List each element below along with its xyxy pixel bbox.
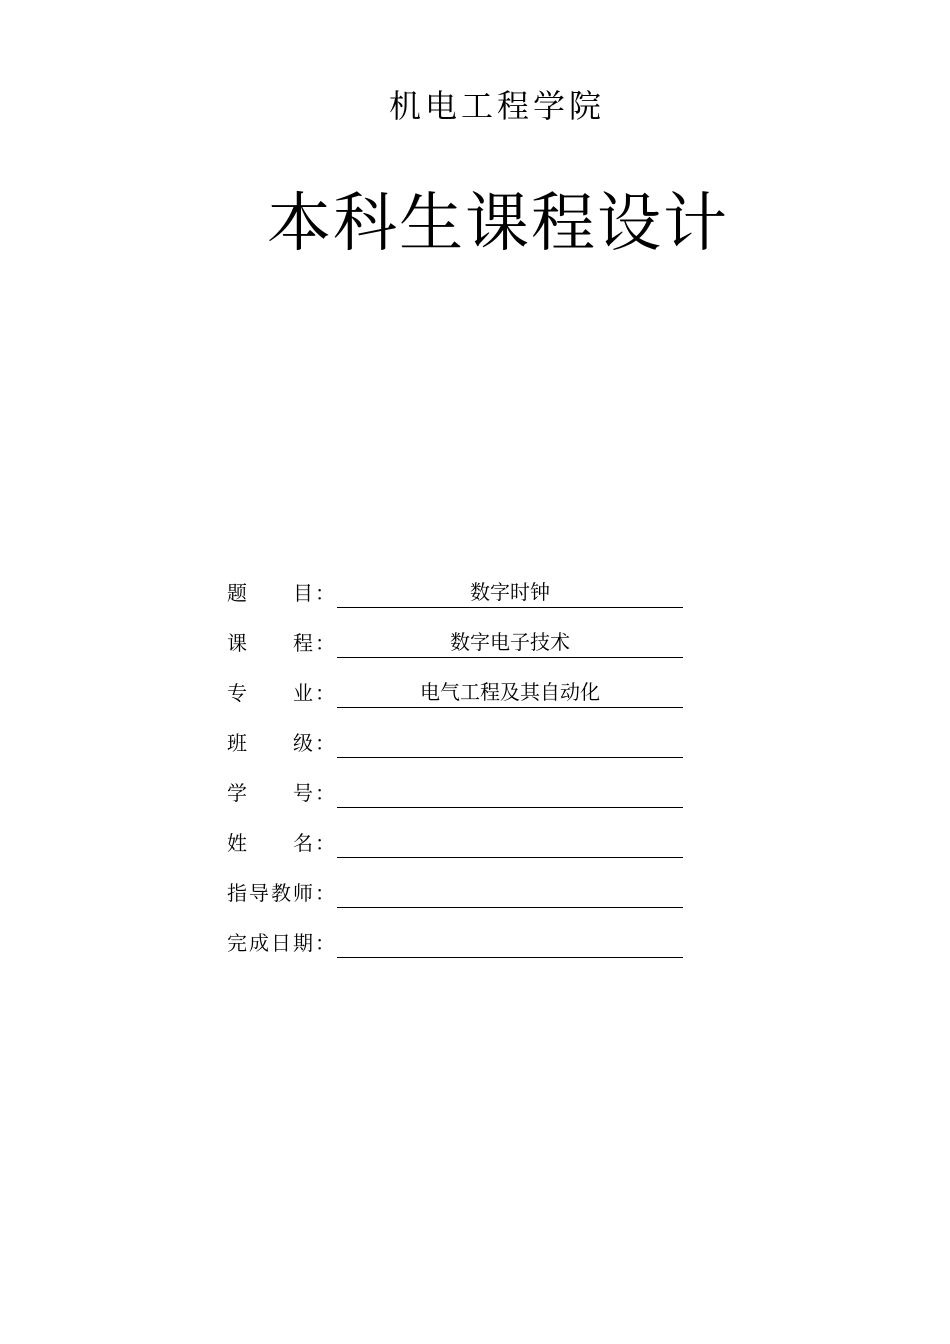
form-row-advisor bbox=[227, 875, 687, 925]
topic-field[interactable]: 数字时钟 bbox=[337, 577, 683, 608]
completion-date-label-text: 完成日期： bbox=[227, 931, 337, 955]
major-label-colon: ： bbox=[315, 681, 335, 705]
class-field[interactable] bbox=[337, 727, 683, 758]
major-field[interactable]: 电气工程及其自动化 bbox=[337, 677, 683, 708]
class-label-char-2: 级 bbox=[293, 731, 313, 755]
form-row-name bbox=[227, 825, 687, 875]
document-title: 本科生课程设计 bbox=[267, 187, 729, 261]
form-row-major bbox=[227, 675, 687, 725]
name-label-char-2: 名 bbox=[293, 831, 313, 855]
course-label-char-1: 课 bbox=[227, 631, 247, 655]
class-label-colon: ： bbox=[315, 731, 335, 755]
name-label-colon: ： bbox=[315, 831, 335, 855]
student-id-label-colon: ： bbox=[315, 781, 335, 805]
class-label-char-1: 班 bbox=[227, 731, 247, 755]
advisor-label-text: 指导教师： bbox=[227, 881, 337, 905]
student-id-label-char-1: 学 bbox=[227, 781, 247, 805]
course-label-char-2: 程 bbox=[293, 631, 313, 655]
student-id-field[interactable] bbox=[337, 777, 683, 808]
form-row-course bbox=[227, 625, 687, 675]
course-label-colon: ： bbox=[315, 631, 335, 655]
major-label-char-1: 专 bbox=[227, 681, 247, 705]
major-label-char-2: 业 bbox=[293, 681, 313, 705]
form-row-topic bbox=[227, 575, 687, 625]
college-name: 机电工程学院 bbox=[388, 87, 605, 125]
topic-label-char-1: 题 bbox=[227, 581, 247, 605]
form-row-completion-date bbox=[227, 925, 687, 975]
cover-info-form bbox=[227, 575, 687, 975]
name-label-char-1: 姓 bbox=[227, 831, 247, 855]
advisor-field[interactable] bbox=[337, 877, 683, 908]
name-field[interactable] bbox=[337, 827, 683, 858]
form-row-class bbox=[227, 725, 687, 775]
completion-date-field[interactable] bbox=[337, 927, 683, 958]
topic-label-colon: ： bbox=[315, 581, 335, 605]
topic-label-char-2: 目 bbox=[293, 581, 313, 605]
student-id-label-char-2: 号 bbox=[293, 781, 313, 805]
form-row-student-id bbox=[227, 775, 687, 825]
course-field[interactable]: 数字电子技术 bbox=[337, 627, 683, 658]
